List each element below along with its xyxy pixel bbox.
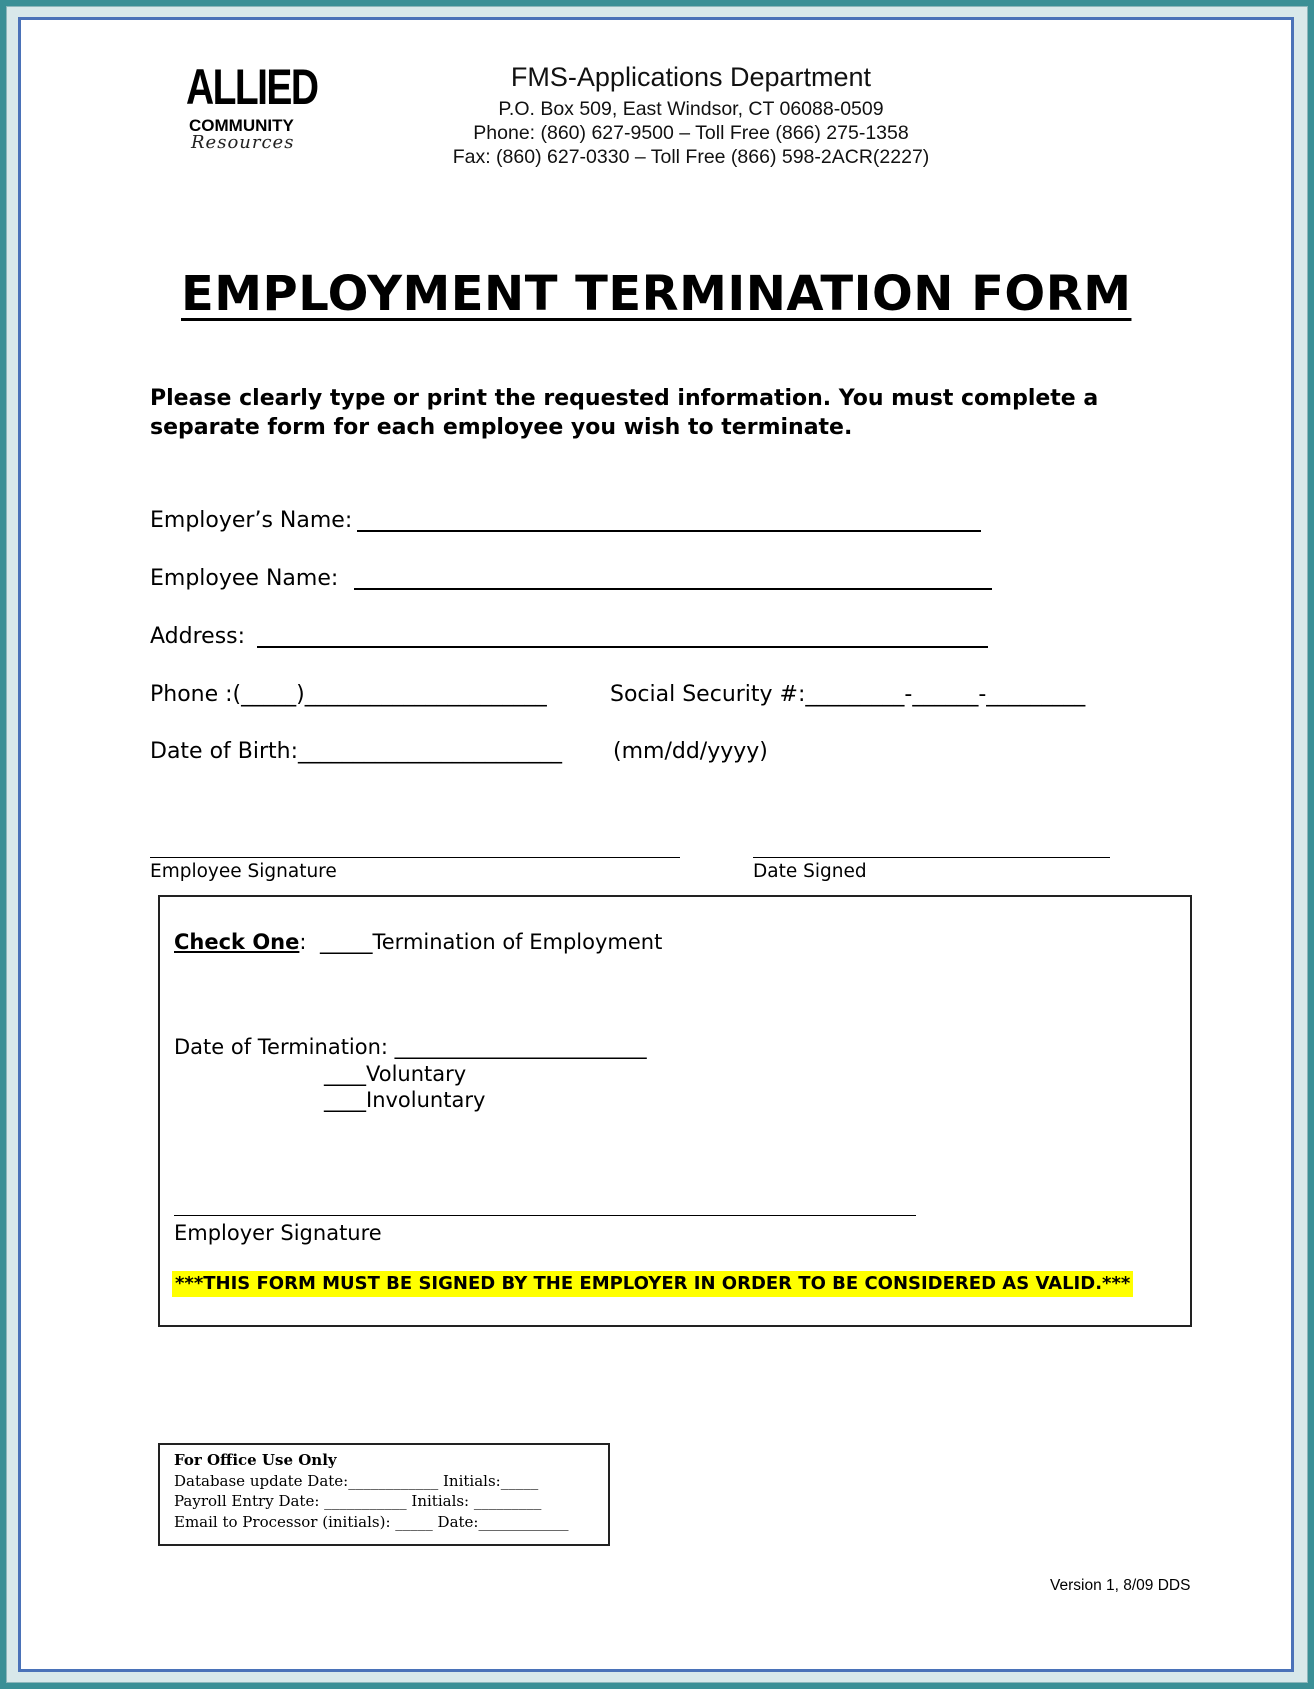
office-use-line-payroll: Payroll Entry Date: ___________ Initials: _________ [174, 1492, 542, 1510]
date-signed-label: Date Signed [753, 861, 867, 882]
dob-format: (mm/dd/yyyy) [613, 739, 768, 764]
version-label: Version 1, 8/09 DDS [1050, 1577, 1191, 1594]
employee-signature-label: Employee Signature [150, 861, 337, 882]
dob-field[interactable]: Date of Birth:________________________ [150, 739, 563, 764]
employer-name-line[interactable] [357, 530, 981, 532]
office-use-line-email: Email to Processor (initials): _____ Date:____________ [174, 1513, 569, 1531]
date-of-termination[interactable]: Date of Termination: ________________________ [174, 1035, 647, 1059]
department-phone: Phone: (860) 627-9500 – Toll Free (866) 275-1358 [473, 122, 909, 144]
instructions: Please clearly type or print the requested information. You must complete a separate form for each employee you wish to terminate. [150, 386, 1099, 440]
employee-name-line[interactable] [354, 588, 992, 590]
employer-signature-label: Employer Signature [174, 1221, 382, 1245]
department-name: FMS-Applications Department [510, 62, 872, 92]
office-use-heading: For Office Use Only [174, 1451, 337, 1469]
date-signed-line[interactable] [753, 857, 1110, 858]
validity-warning: ***THIS FORM MUST BE SIGNED BY THE EMPLOYER IN ORDER TO BE CONSIDERED AS VALID.*** [172, 1271, 1133, 1297]
address-line[interactable] [257, 646, 988, 648]
check-one-row [174, 930, 306, 954]
termination-box [158, 895, 1192, 1327]
employee-signature-line[interactable] [150, 857, 680, 858]
check-one-colon: : [299, 930, 307, 954]
involuntary-option[interactable]: ____Involuntary [324, 1088, 486, 1112]
employee-name-label: Employee Name: [150, 566, 339, 591]
department-address: P.O. Box 509, East Windsor, CT 06088-0509 [498, 98, 884, 120]
office-use-line-database: Database update Date:____________ Initials:_____ [174, 1472, 539, 1490]
check-one-label: Check One [174, 930, 300, 954]
logo-resources: Resources [191, 132, 295, 153]
logo-allied: ALLIED [186, 59, 318, 115]
ssn-field[interactable]: Social Security #:_________-______-_________ [610, 682, 1086, 707]
document-page [18, 17, 1294, 1672]
logo-community: COMMUNITY [189, 116, 294, 135]
phone-field[interactable]: Phone :(_____)______________________ [150, 682, 547, 707]
department-fax: Fax: (860) 627-0330 – Toll Free (866) 598-2ACR(2227) [452, 146, 930, 168]
address-label: Address: [150, 624, 246, 649]
termination-option[interactable]: _____Termination of Employment [320, 930, 663, 954]
form-title: EMPLOYMENT TERMINATION FORM [181, 266, 1132, 322]
employer-signature-line[interactable] [174, 1215, 916, 1216]
employer-name-label: Employer’s Name: [150, 508, 353, 533]
voluntary-option[interactable]: ____Voluntary [324, 1062, 467, 1086]
